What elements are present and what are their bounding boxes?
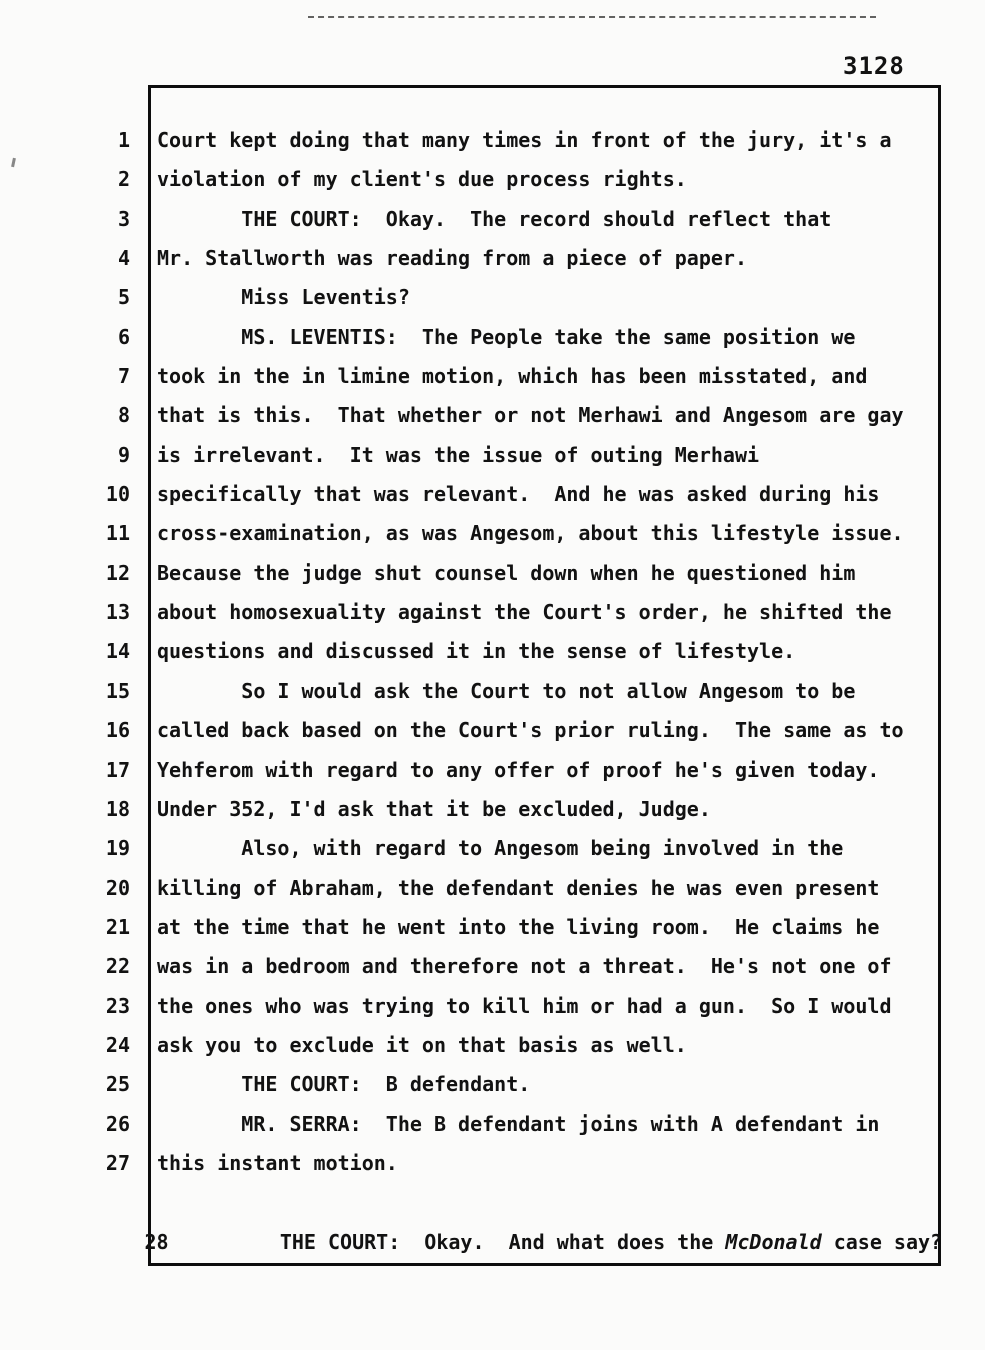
- page-number: 3128: [843, 52, 905, 80]
- line-text: that is this. That whether or not Merhawi and Angesom are gay: [157, 403, 904, 428]
- line-number: 9: [117, 442, 130, 467]
- line-text: called back based on the Court's prior ruling. The same as to: [157, 718, 904, 743]
- transcript-line: [0, 593, 985, 632]
- line-number: 28: [144, 1229, 169, 1254]
- line-number: 4: [117, 246, 130, 271]
- line-number: 1: [117, 128, 130, 152]
- line-number: 24: [105, 1032, 130, 1057]
- line-text: cross-examination, as was Angesom, about this lifestyle issue.: [157, 521, 904, 546]
- line-text: THE COURT: Okay. The record should reflect that: [157, 206, 832, 231]
- transcript-line: [0, 318, 985, 357]
- transcript-line: [0, 829, 985, 868]
- transcript-line: [0, 1105, 985, 1144]
- transcript-line: [0, 632, 985, 671]
- line-text: about homosexuality against the Court's order, he shifted the: [157, 600, 892, 625]
- line-text: killing of Abraham, the defendant denies he was even present: [157, 875, 880, 900]
- line-number: 7: [117, 364, 130, 389]
- line-number: 27: [105, 1150, 130, 1175]
- line-number: 5: [117, 285, 130, 310]
- transcript-line: [0, 200, 985, 239]
- line-text: violation of my client's due process rights.: [157, 167, 687, 192]
- line-text: Also, with regard to Angesom being involved in the: [157, 836, 844, 861]
- line-text: Under 352, I'd ask that it be excluded, Judge.: [157, 796, 711, 821]
- line-number: 25: [105, 1072, 130, 1097]
- scan-artifact-dashed-line: [308, 16, 876, 18]
- line-text: this instant motion.: [157, 1150, 398, 1175]
- transcript-line: [0, 239, 985, 278]
- line-text: Court kept doing that many times in front of the jury, it's a: [157, 128, 892, 152]
- line-text: the ones who was trying to kill him or had a gun. So I would: [157, 993, 892, 1018]
- line-number: 10: [105, 482, 130, 507]
- line-text: specifically that was relevant. And he was asked during his: [157, 482, 880, 507]
- transcript-line: [0, 987, 985, 1026]
- line-number: 6: [117, 324, 130, 349]
- line-text: So I would ask the Court to not allow Angesom to be: [157, 678, 856, 703]
- transcript-line: [0, 1026, 985, 1065]
- line-number: 12: [105, 560, 130, 585]
- transcript-line: [0, 121, 985, 160]
- line-text: THE COURT: B defendant.: [157, 1072, 531, 1097]
- transcript-line: [0, 160, 985, 199]
- line-number: 14: [105, 639, 130, 664]
- transcript-line: [0, 436, 985, 475]
- line-text: took in the in limine motion, which has been misstated, and: [157, 364, 868, 389]
- line-number: 26: [105, 1111, 130, 1136]
- transcript-lines: [0, 121, 985, 1254]
- line-number: 11: [105, 521, 130, 546]
- line-text: Miss Leventis?: [157, 285, 410, 310]
- transcript-line: [0, 1144, 985, 1183]
- transcript-line: [0, 751, 985, 790]
- transcript-line: [0, 357, 985, 396]
- line-text: MR. SERRA: The B defendant joins with A defendant in: [157, 1111, 880, 1136]
- line-text: Because the judge shut counsel down when he questioned him: [157, 560, 856, 585]
- transcript-line: [0, 672, 985, 711]
- line-text: [196, 1223, 943, 1262]
- line-number: 2: [117, 167, 130, 192]
- transcript-line: [0, 1183, 985, 1254]
- line-text-pre: THE COURT: Okay. And what does the: [195, 1229, 726, 1254]
- transcript-line: [0, 1065, 985, 1104]
- line-text: was in a bedroom and therefore not a threat. He's not one of: [157, 954, 892, 979]
- transcript-line: [0, 869, 985, 908]
- transcript-line: [0, 711, 985, 750]
- transcript-line: [0, 278, 985, 317]
- line-text: MS. LEVENTIS: The People take the same position we: [157, 324, 856, 349]
- line-text: ask you to exclude it on that basis as well.: [157, 1032, 687, 1057]
- line-number: 13: [105, 600, 130, 625]
- line-number: 8: [117, 403, 130, 428]
- line-text: Yehferom with regard to any offer of proof he's given today.: [157, 757, 880, 782]
- line-text: is irrelevant. It was the issue of outing Merhawi: [157, 442, 760, 467]
- line-number: 22: [105, 954, 130, 979]
- line-text: Mr. Stallworth was reading from a piece of paper.: [157, 246, 748, 271]
- transcript-line: [0, 554, 985, 593]
- transcript-line: [0, 475, 985, 514]
- transcript-line: [0, 790, 985, 829]
- line-number: 17: [105, 757, 130, 782]
- transcript-line: [0, 396, 985, 435]
- line-number: 20: [105, 875, 130, 900]
- line-number: 19: [105, 836, 130, 861]
- transcript-line: [0, 908, 985, 947]
- line-number: 15: [105, 678, 130, 703]
- line-text: at the time that he went into the living room. He claims he: [157, 914, 880, 939]
- line-number: 16: [105, 718, 130, 743]
- transcript-line: [0, 947, 985, 986]
- transcript-line: [0, 514, 985, 553]
- line-text: questions and discussed it in the sense of lifestyle.: [157, 639, 796, 664]
- case-name-italic: McDonald: [725, 1229, 822, 1254]
- line-text-post: case say?: [821, 1229, 943, 1254]
- line-number: 21: [105, 914, 130, 939]
- line-number: 23: [105, 993, 130, 1018]
- line-number: 18: [105, 796, 130, 821]
- line-number: 3: [117, 206, 130, 231]
